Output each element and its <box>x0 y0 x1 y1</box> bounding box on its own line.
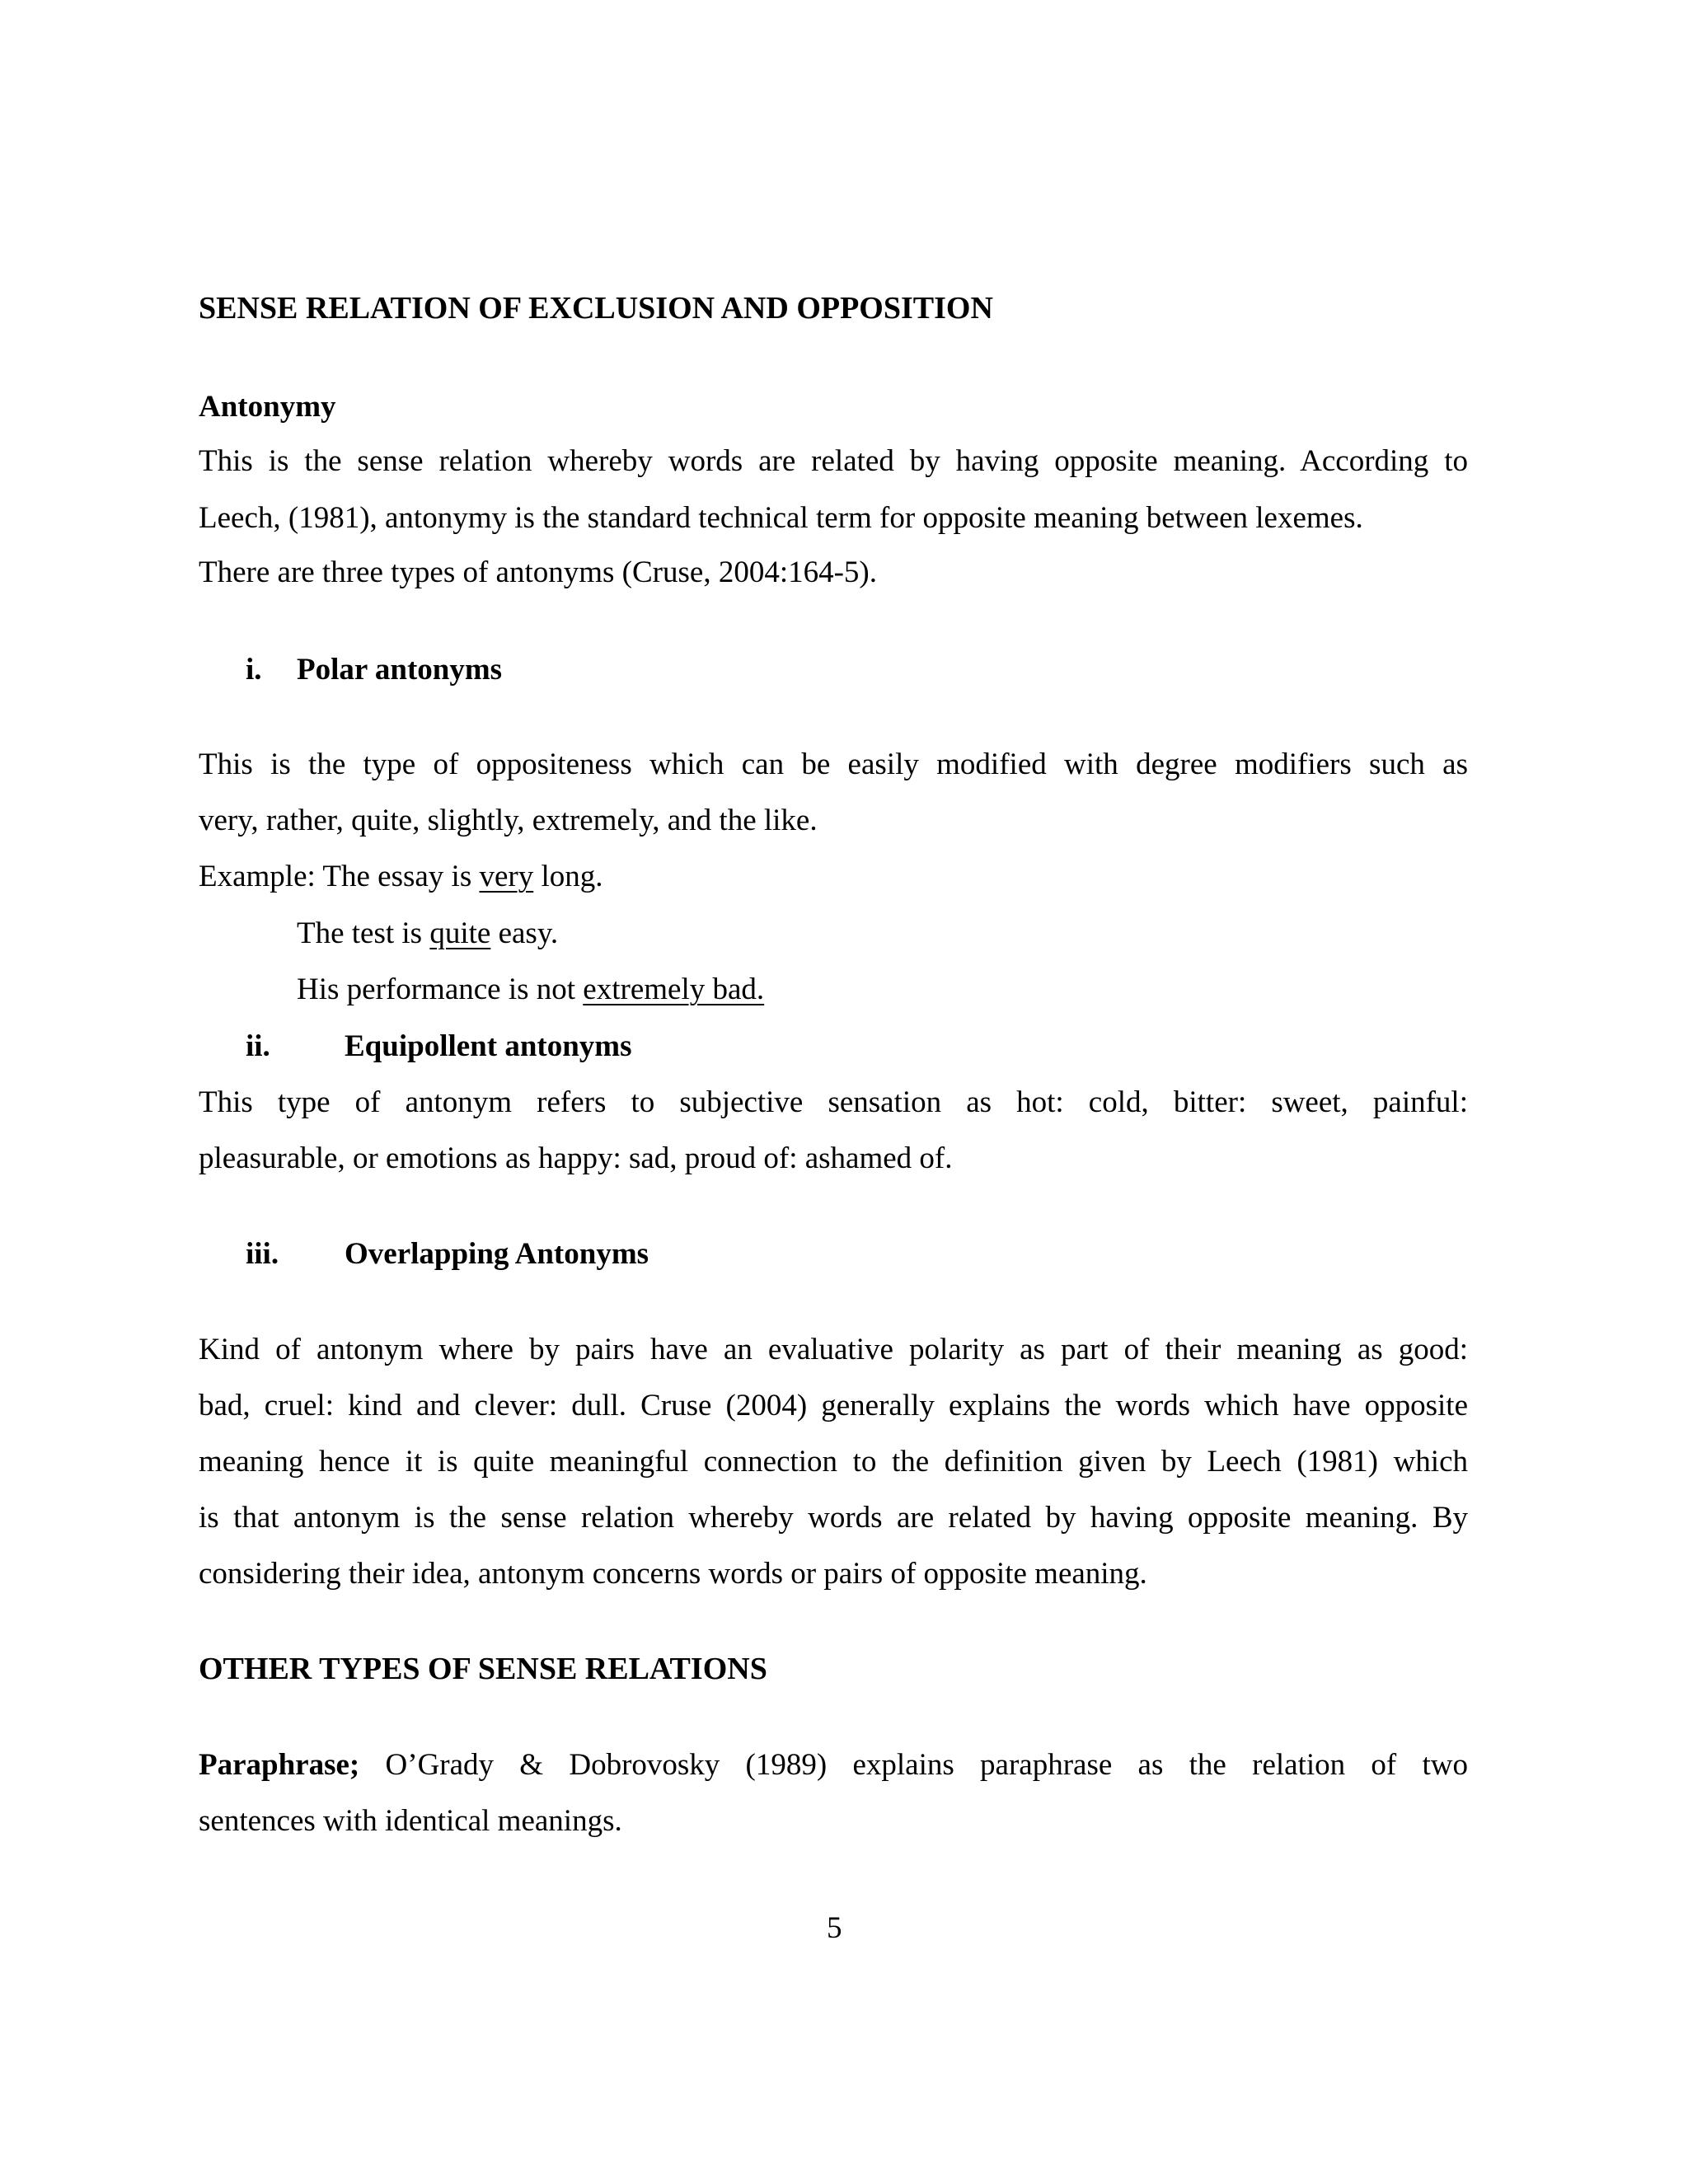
equipollent-paragraph-line: This type of antonym refers to subjective sensation as hot: cold, bitter: sweet, painful: <box>199 1085 1468 1119</box>
polar-paragraph-line: This is the type of oppositeness which can be easily modified with degree modifiers such as <box>199 748 1468 781</box>
page-number: 5 <box>827 1911 842 1945</box>
overlapping-numeral: iii. <box>246 1237 279 1271</box>
example-line <box>297 972 764 1007</box>
example-rest: easy. <box>490 916 559 950</box>
overlapping-paragraph-line: Kind of antonym where by pairs have an evaluative polarity as part of their meaning as good: <box>199 1333 1468 1366</box>
underlined-word: quite <box>429 916 491 950</box>
paraphrase-term: Paraphrase; <box>199 1748 360 1782</box>
section-heading-other-types: OTHER TYPES OF SENSE RELATIONS <box>199 1652 767 1686</box>
example-text: The test is <box>297 916 430 950</box>
polar-paragraph-line: very, rather, quite, slightly, extremely, and the like. <box>199 804 818 837</box>
overlapping-paragraph-line: bad, cruel: kind and clever: dull. Cruse (2004) generally explains the words which have opposite <box>199 1389 1468 1422</box>
paraphrase-paragraph-line <box>199 1747 1468 1783</box>
paraphrase-paragraph-line: sentences with identical meanings. <box>199 1804 622 1838</box>
example-line <box>199 859 603 894</box>
equipollent-antonyms-heading: Equipollent antonyms <box>345 1029 632 1063</box>
paraphrase-text: O’Grady & Dobrovosky (1989) explains paraphrase as the relation of two <box>359 1748 1468 1782</box>
overlapping-paragraph-line: meaning hence it is quite meaningful connection to the definition given by Leech (1981) which <box>199 1445 1468 1479</box>
overlapping-paragraph-line: is that antonym is the sense relation whereby words are related by having opposite meaning. By <box>199 1501 1468 1535</box>
example-label: Example: The essay is <box>199 860 480 893</box>
example-text: His performance is not <box>297 972 584 1006</box>
polar-antonyms-heading: Polar antonyms <box>297 653 503 687</box>
antonymy-paragraph-line: This is the sense relation whereby words are related by having opposite meaning. According to <box>199 444 1468 478</box>
equipollent-paragraph-line: pleasurable, or emotions as happy: sad, proud of: ashamed of. <box>199 1141 953 1175</box>
equipollent-numeral: ii. <box>246 1029 270 1063</box>
section-heading-exclusion-opposition: SENSE RELATION OF EXCLUSION AND OPPOSITION <box>199 291 993 326</box>
example-line <box>297 916 558 951</box>
example-rest: long. <box>533 860 603 893</box>
polar-numeral: i. <box>246 653 262 687</box>
antonymy-heading: Antonymy <box>199 390 336 424</box>
underlined-word: very <box>479 860 534 893</box>
underlined-word: extremely bad. <box>583 972 765 1006</box>
antonymy-paragraph-line: There are three types of antonyms (Cruse, 2004:164-5). <box>199 555 877 589</box>
overlapping-paragraph-line: considering their idea, antonym concerns words or pairs of opposite meaning. <box>199 1557 1147 1591</box>
antonymy-paragraph-line: Leech, (1981), antonymy is the standard technical term for opposite meaning between lexemes. <box>199 501 1363 535</box>
overlapping-antonyms-heading: Overlapping Antonyms <box>345 1237 649 1271</box>
